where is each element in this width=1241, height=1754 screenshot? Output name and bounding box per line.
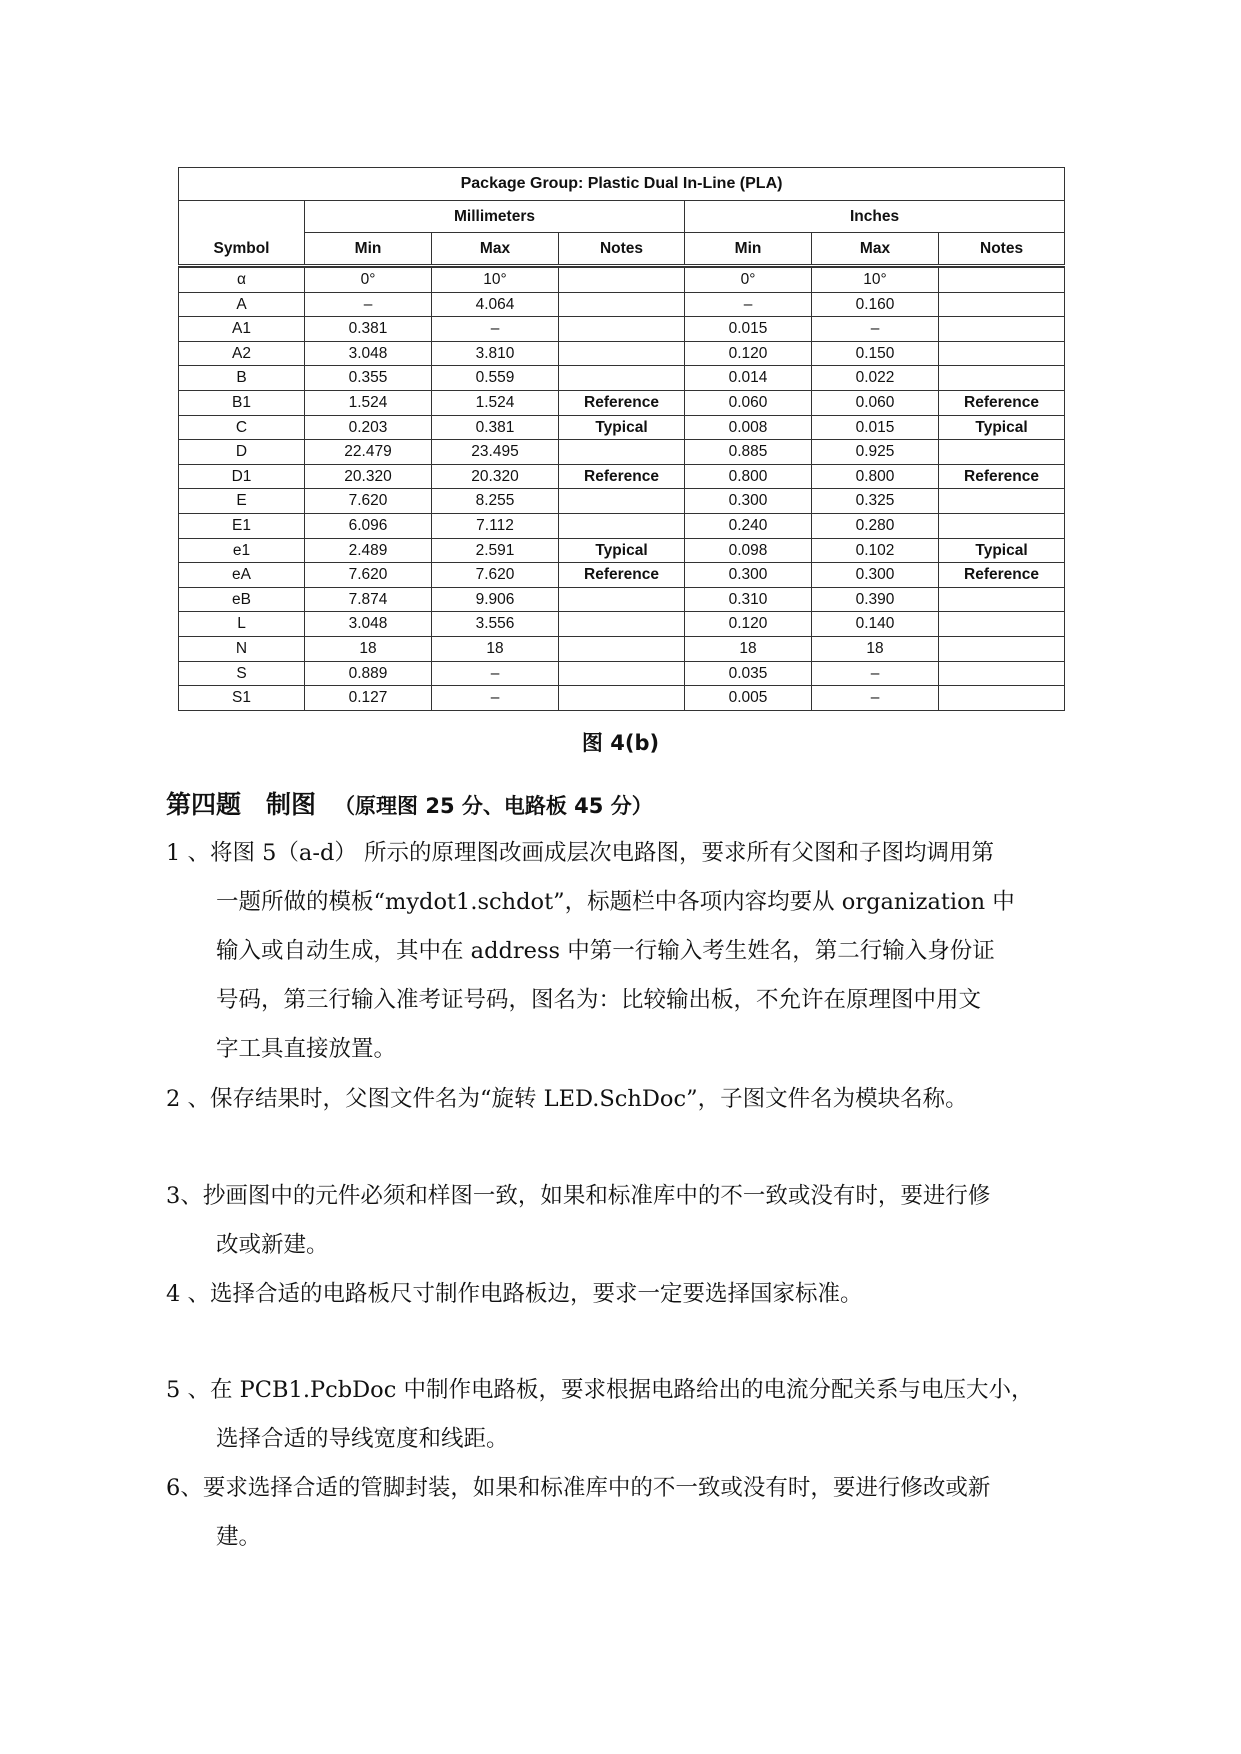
notes-cell bbox=[559, 440, 685, 465]
symbol-cell: D1 bbox=[179, 464, 305, 489]
symbol-cell: S bbox=[179, 661, 305, 686]
value-cell: – bbox=[812, 317, 939, 342]
table-row bbox=[179, 636, 1065, 661]
header-in-min: Min bbox=[685, 233, 812, 266]
notes-cell bbox=[939, 686, 1065, 711]
value-cell: 0.060 bbox=[685, 390, 812, 415]
value-cell: 9.906 bbox=[432, 587, 559, 612]
symbol-cell: B bbox=[179, 366, 305, 391]
value-cell: 20.320 bbox=[305, 464, 432, 489]
value-cell: 0.280 bbox=[812, 513, 939, 538]
value-cell: 4.064 bbox=[432, 292, 559, 317]
value-cell: 2.489 bbox=[305, 538, 432, 563]
value-cell: 3.556 bbox=[432, 612, 559, 637]
header-mm-min: Min bbox=[305, 233, 432, 266]
notes-cell bbox=[939, 341, 1065, 366]
value-cell: 7.112 bbox=[432, 513, 559, 538]
value-cell: 0.381 bbox=[432, 415, 559, 440]
notes-cell bbox=[559, 612, 685, 637]
paragraph-line: 1 、将图 5（a-d） 所示的原理图改画成层次电路图，要求所有父图和子图均调用第 bbox=[166, 840, 995, 866]
value-cell: 0.150 bbox=[812, 341, 939, 366]
value-cell: 0.800 bbox=[812, 464, 939, 489]
value-cell: 0.015 bbox=[685, 317, 812, 342]
notes-cell: Reference bbox=[559, 563, 685, 588]
table-row bbox=[179, 587, 1065, 612]
paragraph-line: 5 、在 PCB1.PcbDoc 中制作电路板，要求根据电路给出的电流分配关系与电压大小， bbox=[166, 1377, 1034, 1403]
table-row bbox=[179, 268, 1065, 293]
symbol-cell: L bbox=[179, 612, 305, 637]
value-cell: 0.300 bbox=[685, 489, 812, 514]
value-cell: 18 bbox=[305, 636, 432, 661]
paragraph-line: 输入或自动生成，其中在 address 中第一行输入考生姓名，第二行输入身份证 bbox=[216, 938, 995, 964]
value-cell: – bbox=[432, 686, 559, 711]
instruction-paragraph-3 bbox=[166, 1172, 1096, 1270]
table-row bbox=[179, 366, 1065, 391]
paragraph-line: 号码，第三行输入准考证号码，图名为：比较输出板，不允许在原理图中用文 bbox=[216, 987, 982, 1013]
symbol-cell: eA bbox=[179, 563, 305, 588]
notes-cell bbox=[559, 661, 685, 686]
symbol-cell: B1 bbox=[179, 390, 305, 415]
value-cell: 7.874 bbox=[305, 587, 432, 612]
value-cell: 3.048 bbox=[305, 612, 432, 637]
symbol-cell: eB bbox=[179, 587, 305, 612]
value-cell: 0° bbox=[685, 268, 812, 293]
value-cell: 22.479 bbox=[305, 440, 432, 465]
notes-cell bbox=[559, 513, 685, 538]
value-cell: 0.203 bbox=[305, 415, 432, 440]
table-body bbox=[179, 266, 1065, 711]
notes-cell bbox=[939, 366, 1065, 391]
value-cell: 2.591 bbox=[432, 538, 559, 563]
notes-cell bbox=[559, 587, 685, 612]
instruction-paragraph-1 bbox=[166, 829, 1096, 1074]
paragraph-line: 一题所做的模板“mydot1.schdot”，标题栏中各项内容均要从 organization 中 bbox=[216, 889, 1015, 915]
notes-cell bbox=[939, 440, 1065, 465]
table-row bbox=[179, 390, 1065, 415]
symbol-cell: S1 bbox=[179, 686, 305, 711]
section-title: 第四题 制图 bbox=[166, 790, 317, 819]
value-cell: 18 bbox=[685, 636, 812, 661]
notes-cell bbox=[939, 661, 1065, 686]
value-cell: 0.120 bbox=[685, 341, 812, 366]
notes-cell bbox=[559, 317, 685, 342]
value-cell: 0.889 bbox=[305, 661, 432, 686]
value-cell: 1.524 bbox=[432, 390, 559, 415]
notes-cell: Reference bbox=[559, 390, 685, 415]
notes-cell bbox=[559, 489, 685, 514]
table-row bbox=[179, 317, 1065, 342]
value-cell: 10° bbox=[432, 268, 559, 293]
table-row bbox=[179, 538, 1065, 563]
value-cell: – bbox=[812, 661, 939, 686]
notes-cell: Reference bbox=[939, 390, 1065, 415]
notes-cell bbox=[939, 489, 1065, 514]
table-title: Package Group: Plastic Dual In-Line (PLA) bbox=[179, 168, 1065, 201]
paragraph-line: 6、要求选择合适的管脚封装，如果和标准库中的不一致或没有时，要进行修改或新 bbox=[166, 1475, 991, 1501]
notes-cell bbox=[559, 686, 685, 711]
paragraph-line: 选择合适的导线宽度和线距。 bbox=[216, 1426, 509, 1452]
paragraph-line: 3、抄画图中的元件必须和样图一致，如果和标准库中的不一致或没有时，要进行修 bbox=[166, 1183, 991, 1209]
header-mm-max: Max bbox=[432, 233, 559, 266]
notes-cell bbox=[939, 513, 1065, 538]
symbol-cell: α bbox=[179, 268, 305, 293]
notes-cell bbox=[939, 317, 1065, 342]
table-row bbox=[179, 415, 1065, 440]
value-cell: 0.120 bbox=[685, 612, 812, 637]
value-cell: 20.320 bbox=[432, 464, 559, 489]
value-cell: 0.014 bbox=[685, 366, 812, 391]
value-cell: 0.060 bbox=[812, 390, 939, 415]
header-in-notes: Notes bbox=[939, 233, 1065, 266]
value-cell: 0.310 bbox=[685, 587, 812, 612]
notes-cell bbox=[559, 636, 685, 661]
table-row bbox=[179, 612, 1065, 637]
notes-cell: Reference bbox=[939, 464, 1065, 489]
header-group-millimeters: Millimeters bbox=[305, 201, 685, 233]
paragraph-line: 字工具直接放置。 bbox=[216, 1036, 397, 1062]
value-cell: 0.240 bbox=[685, 513, 812, 538]
value-cell: 0.160 bbox=[812, 292, 939, 317]
notes-cell bbox=[559, 341, 685, 366]
notes-cell: Typical bbox=[939, 538, 1065, 563]
table-row bbox=[179, 440, 1065, 465]
table-row bbox=[179, 563, 1065, 588]
value-cell: 0.800 bbox=[685, 464, 812, 489]
value-cell: 0.015 bbox=[812, 415, 939, 440]
value-cell: 0.381 bbox=[305, 317, 432, 342]
notes-cell bbox=[559, 366, 685, 391]
instruction-paragraph-4 bbox=[166, 1270, 1096, 1319]
value-cell: 23.495 bbox=[432, 440, 559, 465]
package-dimensions-table bbox=[178, 167, 1065, 711]
notes-cell: Typical bbox=[559, 538, 685, 563]
figure-caption: 图 4(b) bbox=[581, 731, 660, 755]
notes-cell bbox=[559, 268, 685, 293]
symbol-cell: D bbox=[179, 440, 305, 465]
notes-cell bbox=[939, 292, 1065, 317]
symbol-cell: A1 bbox=[179, 317, 305, 342]
value-cell: 0.300 bbox=[812, 563, 939, 588]
section-subtitle: （原理图 25 分、电路板 45 分） bbox=[334, 794, 653, 818]
paragraph-line: 2 、保存结果时，父图文件名为“旋转 LED.SchDoc”，子图文件名为模块名称。 bbox=[166, 1086, 968, 1112]
value-cell: – bbox=[812, 686, 939, 711]
notes-cell: Typical bbox=[939, 415, 1065, 440]
instruction-paragraph-5 bbox=[166, 1366, 1096, 1464]
header-symbol: Symbol bbox=[179, 201, 305, 266]
package-table-container bbox=[178, 167, 1064, 711]
value-cell: 0.300 bbox=[685, 563, 812, 588]
value-cell: 1.524 bbox=[305, 390, 432, 415]
value-cell: 7.620 bbox=[432, 563, 559, 588]
value-cell: 3.048 bbox=[305, 341, 432, 366]
value-cell: – bbox=[432, 661, 559, 686]
table-row bbox=[179, 489, 1065, 514]
symbol-cell: C bbox=[179, 415, 305, 440]
table-row bbox=[179, 513, 1065, 538]
table-row bbox=[179, 686, 1065, 711]
notes-cell bbox=[939, 636, 1065, 661]
value-cell: 0.102 bbox=[812, 538, 939, 563]
value-cell: 0° bbox=[305, 268, 432, 293]
notes-cell bbox=[939, 268, 1065, 293]
value-cell: – bbox=[685, 292, 812, 317]
value-cell: 7.620 bbox=[305, 489, 432, 514]
value-cell: 10° bbox=[812, 268, 939, 293]
value-cell: – bbox=[432, 317, 559, 342]
value-cell: 0.390 bbox=[812, 587, 939, 612]
value-cell: 0.005 bbox=[685, 686, 812, 711]
table-row bbox=[179, 292, 1065, 317]
value-cell: 0.035 bbox=[685, 661, 812, 686]
value-cell: 0.127 bbox=[305, 686, 432, 711]
symbol-cell: A bbox=[179, 292, 305, 317]
notes-cell: Reference bbox=[559, 464, 685, 489]
symbol-cell: A2 bbox=[179, 341, 305, 366]
paragraph-line: 建。 bbox=[216, 1524, 262, 1550]
header-mm-notes: Notes bbox=[559, 233, 685, 266]
instruction-paragraph-6 bbox=[166, 1464, 1096, 1562]
value-cell: 0.355 bbox=[305, 366, 432, 391]
notes-cell: Reference bbox=[939, 563, 1065, 588]
value-cell: 0.098 bbox=[685, 538, 812, 563]
value-cell: 7.620 bbox=[305, 563, 432, 588]
value-cell: 0.885 bbox=[685, 440, 812, 465]
paragraph-line: 4 、选择合适的电路板尺寸制作电路板边，要求一定要选择国家标准。 bbox=[166, 1281, 863, 1307]
notes-cell bbox=[559, 292, 685, 317]
value-cell: 0.325 bbox=[812, 489, 939, 514]
value-cell: – bbox=[305, 292, 432, 317]
table-row bbox=[179, 661, 1065, 686]
table-row bbox=[179, 464, 1065, 489]
value-cell: 3.810 bbox=[432, 341, 559, 366]
symbol-cell: E1 bbox=[179, 513, 305, 538]
symbol-cell: e1 bbox=[179, 538, 305, 563]
symbol-cell: E bbox=[179, 489, 305, 514]
value-cell: 8.255 bbox=[432, 489, 559, 514]
table-row bbox=[179, 341, 1065, 366]
symbol-cell: N bbox=[179, 636, 305, 661]
instruction-paragraph-2 bbox=[166, 1075, 1096, 1124]
value-cell: 18 bbox=[432, 636, 559, 661]
value-cell: 0.925 bbox=[812, 440, 939, 465]
value-cell: 0.022 bbox=[812, 366, 939, 391]
section-heading bbox=[166, 785, 653, 821]
notes-cell bbox=[939, 612, 1065, 637]
notes-cell: Typical bbox=[559, 415, 685, 440]
value-cell: 0.559 bbox=[432, 366, 559, 391]
notes-cell bbox=[939, 587, 1065, 612]
header-in-max: Max bbox=[812, 233, 939, 266]
value-cell: 6.096 bbox=[305, 513, 432, 538]
value-cell: 0.008 bbox=[685, 415, 812, 440]
value-cell: 0.140 bbox=[812, 612, 939, 637]
paragraph-line: 改或新建。 bbox=[216, 1232, 329, 1258]
value-cell: 18 bbox=[812, 636, 939, 661]
header-group-inches: Inches bbox=[685, 201, 1065, 233]
